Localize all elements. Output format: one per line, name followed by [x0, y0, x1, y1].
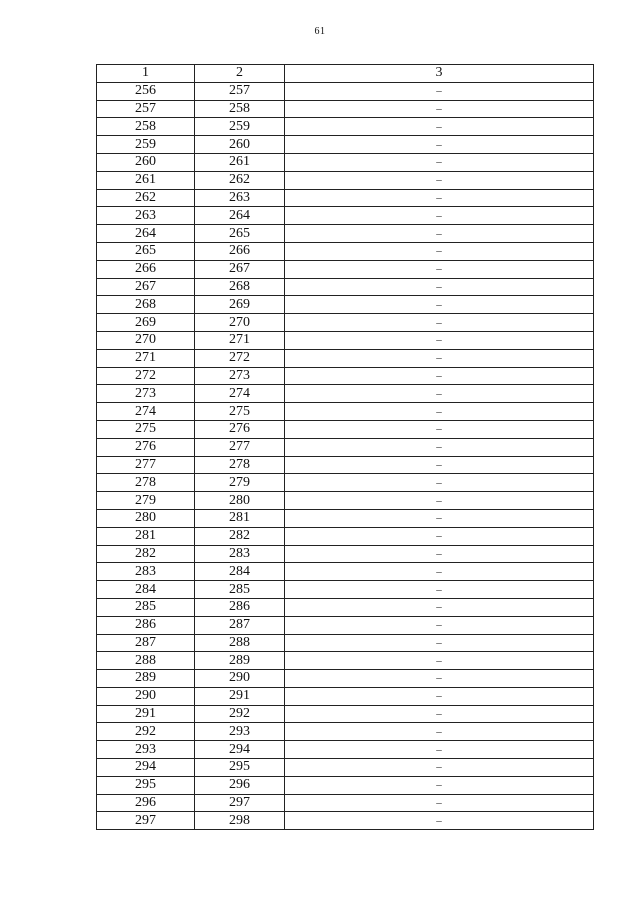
table-cell-col-2: 278	[195, 456, 285, 474]
table-cell-col-1: 260	[97, 153, 195, 171]
table-row	[97, 705, 594, 723]
table-cell-col-3: –	[285, 171, 594, 189]
table-cell-col-3: –	[285, 420, 594, 438]
table-row	[97, 296, 594, 314]
table-header-row	[97, 65, 594, 83]
table-row	[97, 260, 594, 278]
table-cell-col-3: –	[285, 794, 594, 812]
table-row	[97, 225, 594, 243]
table-cell-col-1: 261	[97, 171, 195, 189]
table-cell-col-3: –	[285, 278, 594, 296]
table-cell-col-1: 270	[97, 331, 195, 349]
table-cell-col-1: 285	[97, 598, 195, 616]
table-row	[97, 723, 594, 741]
table-cell-col-1: 257	[97, 100, 195, 118]
table-cell-col-2: 280	[195, 492, 285, 510]
table-row	[97, 331, 594, 349]
table-cell-col-3: –	[285, 438, 594, 456]
table-row	[97, 812, 594, 830]
table-cell-col-1: 281	[97, 527, 195, 545]
table-cell-col-2: 272	[195, 349, 285, 367]
table-cell-col-2: 291	[195, 687, 285, 705]
table-cell-col-1: 288	[97, 652, 195, 670]
table-cell-col-2: 273	[195, 367, 285, 385]
table-row	[97, 527, 594, 545]
table-row	[97, 634, 594, 652]
table-cell-col-1: 273	[97, 385, 195, 403]
table-row	[97, 189, 594, 207]
table-cell-col-1: 290	[97, 687, 195, 705]
table-cell-col-1: 279	[97, 492, 195, 510]
table-cell-col-2: 284	[195, 563, 285, 581]
table-cell-col-1: 297	[97, 812, 195, 830]
table-cell-col-2: 283	[195, 545, 285, 563]
table-cell-col-2: 271	[195, 331, 285, 349]
table-row	[97, 545, 594, 563]
table-cell-col-3: –	[285, 242, 594, 260]
table-row	[97, 492, 594, 510]
table-cell-col-1: 278	[97, 474, 195, 492]
table-cell-col-1: 262	[97, 189, 195, 207]
table-row	[97, 136, 594, 154]
table-cell-col-2: 267	[195, 260, 285, 278]
table-cell-col-2: 294	[195, 741, 285, 759]
table-cell-col-1: 274	[97, 403, 195, 421]
table-cell-col-1: 272	[97, 367, 195, 385]
table-cell-col-3: –	[285, 260, 594, 278]
table-cell-col-3: –	[285, 492, 594, 510]
table-row	[97, 474, 594, 492]
table-cell-col-1: 266	[97, 260, 195, 278]
table-cell-col-2: 270	[195, 314, 285, 332]
table-cell-col-2: 266	[195, 242, 285, 260]
table-cell-col-3: –	[285, 296, 594, 314]
table-cell-col-1: 265	[97, 242, 195, 260]
table-cell-col-2: 286	[195, 598, 285, 616]
table-body	[97, 82, 594, 829]
table-cell-col-3: –	[285, 741, 594, 759]
table-cell-col-3: –	[285, 225, 594, 243]
table-cell-col-3: –	[285, 456, 594, 474]
table-cell-col-3: –	[285, 545, 594, 563]
table-cell-col-3: –	[285, 776, 594, 794]
table-row	[97, 759, 594, 777]
table-row	[97, 385, 594, 403]
table-row	[97, 278, 594, 296]
table-cell-col-3: –	[285, 100, 594, 118]
table-cell-col-2: 297	[195, 794, 285, 812]
table-cell-col-2: 263	[195, 189, 285, 207]
table-row	[97, 616, 594, 634]
table-row	[97, 509, 594, 527]
table-cell-col-2: 281	[195, 509, 285, 527]
table-cell-col-3: –	[285, 189, 594, 207]
table-row	[97, 794, 594, 812]
table-cell-col-1: 275	[97, 420, 195, 438]
table-cell-col-3: –	[285, 759, 594, 777]
table-cell-col-3: –	[285, 314, 594, 332]
table-cell-col-3: –	[285, 367, 594, 385]
table-row	[97, 670, 594, 688]
table-cell-col-3: –	[285, 687, 594, 705]
table-cell-col-3: –	[285, 136, 594, 154]
table-cell-col-1: 267	[97, 278, 195, 296]
table-cell-col-2: 258	[195, 100, 285, 118]
table-row	[97, 118, 594, 136]
table-cell-col-3: –	[285, 527, 594, 545]
table-cell-col-3: –	[285, 207, 594, 225]
table-cell-col-2: 289	[195, 652, 285, 670]
table-cell-col-3: –	[285, 634, 594, 652]
table-cell-col-3: –	[285, 812, 594, 830]
table-cell-col-1: 256	[97, 82, 195, 100]
table-row	[97, 652, 594, 670]
table-cell-col-2: 296	[195, 776, 285, 794]
table-cell-col-3: –	[285, 563, 594, 581]
table-cell-col-3: –	[285, 82, 594, 100]
table-cell-col-2: 274	[195, 385, 285, 403]
column-header-3: 3	[285, 65, 594, 83]
table-row	[97, 403, 594, 421]
table-cell-col-2: 288	[195, 634, 285, 652]
table-cell-col-2: 260	[195, 136, 285, 154]
table-cell-col-1: 284	[97, 581, 195, 599]
table-cell-col-1: 258	[97, 118, 195, 136]
table-row	[97, 207, 594, 225]
table-cell-col-3: –	[285, 652, 594, 670]
table-cell-col-1: 295	[97, 776, 195, 794]
table-cell-col-2: 275	[195, 403, 285, 421]
table-cell-col-1: 271	[97, 349, 195, 367]
table-row	[97, 367, 594, 385]
table-cell-col-1: 296	[97, 794, 195, 812]
table-cell-col-2: 287	[195, 616, 285, 634]
table-cell-col-2: 295	[195, 759, 285, 777]
table-cell-col-3: –	[285, 385, 594, 403]
table-row	[97, 741, 594, 759]
table-cell-col-3: –	[285, 349, 594, 367]
table-row	[97, 438, 594, 456]
table-row	[97, 242, 594, 260]
table-row	[97, 776, 594, 794]
table-cell-col-1: 287	[97, 634, 195, 652]
table-cell-col-2: 290	[195, 670, 285, 688]
table-row	[97, 153, 594, 171]
table-cell-col-2: 285	[195, 581, 285, 599]
table-cell-col-1: 280	[97, 509, 195, 527]
table-cell-col-2: 261	[195, 153, 285, 171]
table-cell-col-3: –	[285, 509, 594, 527]
table-cell-col-2: 292	[195, 705, 285, 723]
table-cell-col-1: 283	[97, 563, 195, 581]
table-row	[97, 420, 594, 438]
table-cell-col-1: 269	[97, 314, 195, 332]
table-cell-col-1: 286	[97, 616, 195, 634]
page-number: 61	[314, 26, 326, 37]
table-row	[97, 171, 594, 189]
table-row	[97, 100, 594, 118]
table-cell-col-2: 268	[195, 278, 285, 296]
table-row	[97, 581, 594, 599]
table-cell-col-3: –	[285, 723, 594, 741]
table-cell-col-1: 292	[97, 723, 195, 741]
table-row	[97, 314, 594, 332]
table-row	[97, 82, 594, 100]
table-cell-col-3: –	[285, 581, 594, 599]
table-cell-col-2: 269	[195, 296, 285, 314]
table-row	[97, 563, 594, 581]
table-cell-col-3: –	[285, 118, 594, 136]
data-table	[96, 64, 594, 830]
table-cell-col-3: –	[285, 670, 594, 688]
table-cell-col-2: 259	[195, 118, 285, 136]
table-cell-col-3: –	[285, 403, 594, 421]
table-cell-col-1: 276	[97, 438, 195, 456]
table-cell-col-3: –	[285, 598, 594, 616]
table-cell-col-1: 268	[97, 296, 195, 314]
table-cell-col-3: –	[285, 616, 594, 634]
table-cell-col-1: 289	[97, 670, 195, 688]
table-cell-col-1: 259	[97, 136, 195, 154]
table-cell-col-1: 282	[97, 545, 195, 563]
table-row	[97, 456, 594, 474]
table-cell-col-3: –	[285, 705, 594, 723]
table-cell-col-1: 291	[97, 705, 195, 723]
table-row	[97, 598, 594, 616]
table-cell-col-1: 294	[97, 759, 195, 777]
table-cell-col-3: –	[285, 474, 594, 492]
table-row	[97, 687, 594, 705]
table-cell-col-1: 264	[97, 225, 195, 243]
table-cell-col-1: 277	[97, 456, 195, 474]
column-header-1: 1	[97, 65, 195, 83]
table-cell-col-2: 262	[195, 171, 285, 189]
table-cell-col-2: 257	[195, 82, 285, 100]
table-cell-col-2: 282	[195, 527, 285, 545]
table-cell-col-1: 263	[97, 207, 195, 225]
table-cell-col-3: –	[285, 331, 594, 349]
table-cell-col-2: 293	[195, 723, 285, 741]
table-cell-col-2: 298	[195, 812, 285, 830]
column-header-2: 2	[195, 65, 285, 83]
table-cell-col-2: 276	[195, 420, 285, 438]
table-cell-col-3: –	[285, 153, 594, 171]
table-cell-col-2: 265	[195, 225, 285, 243]
table-cell-col-2: 279	[195, 474, 285, 492]
table-cell-col-1: 293	[97, 741, 195, 759]
table-cell-col-2: 264	[195, 207, 285, 225]
table-cell-col-2: 277	[195, 438, 285, 456]
table-row	[97, 349, 594, 367]
